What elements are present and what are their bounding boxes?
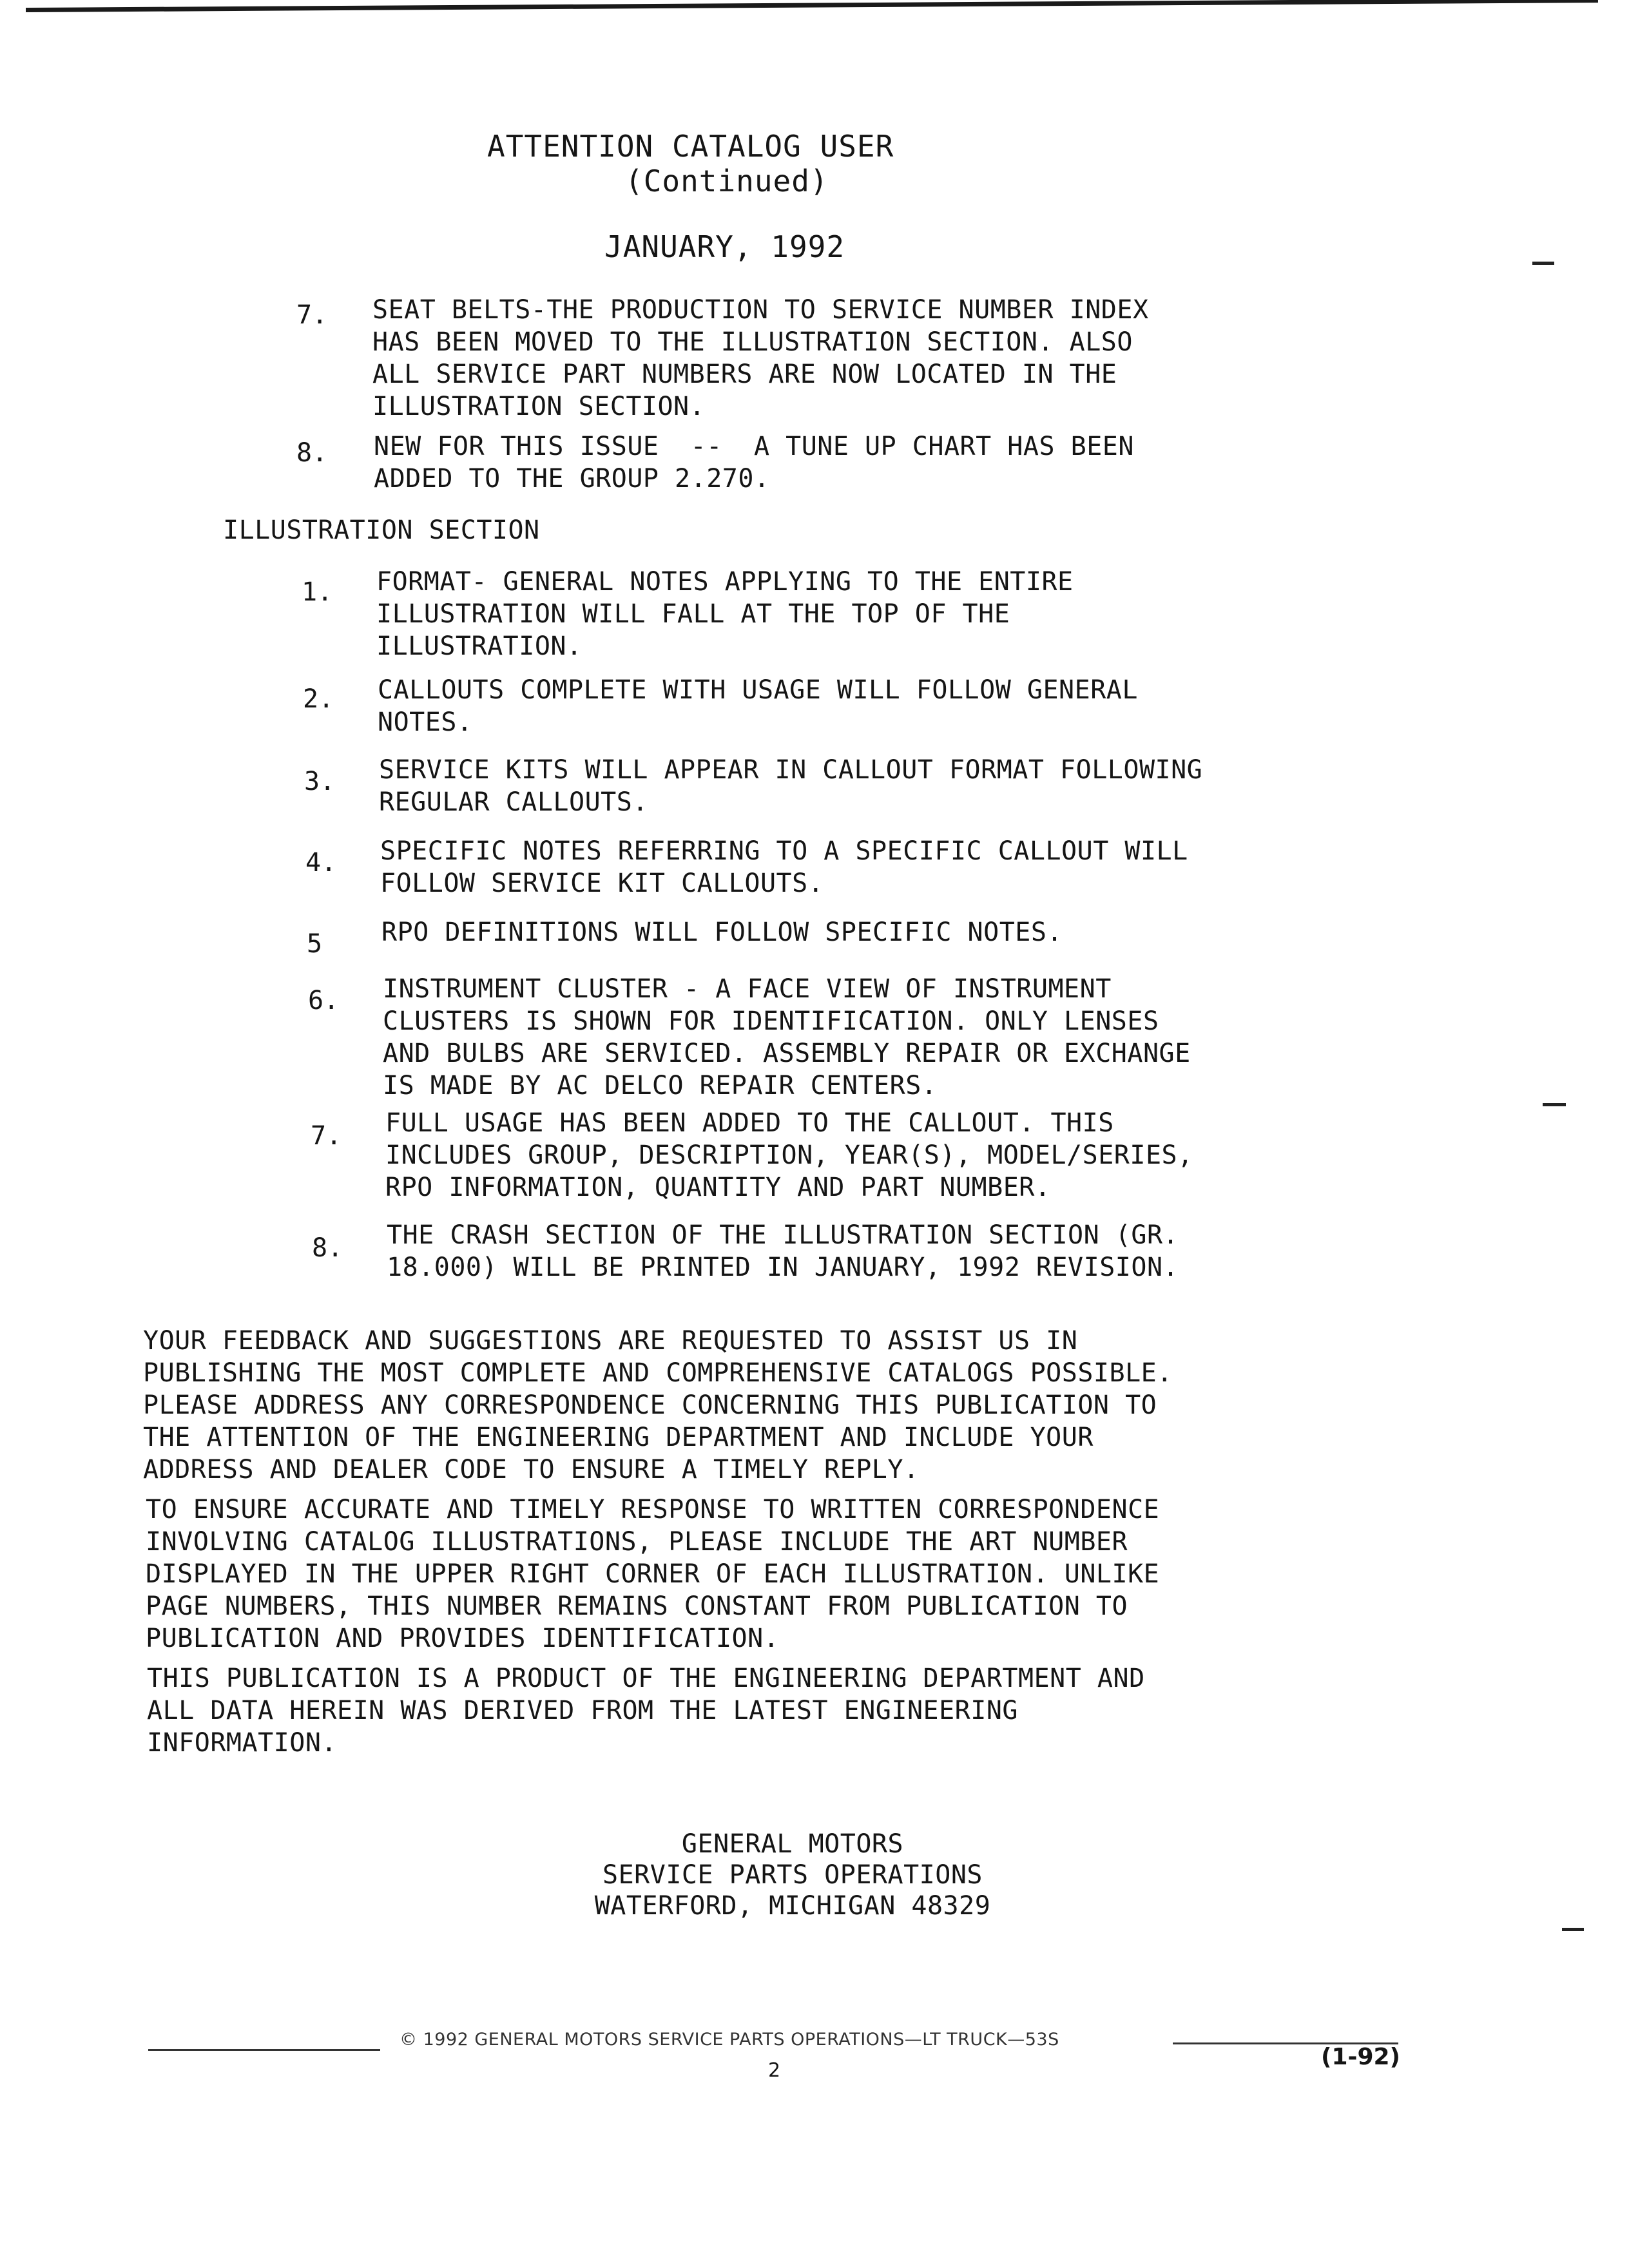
list-item-number: 2.: [303, 684, 334, 714]
list-item-number: 5: [307, 929, 323, 959]
list-item-text: SPECIFIC NOTES REFERRING TO A SPECIFIC CALLOUT WILL FOLLOW SERVICE KIT CALLOUTS.: [380, 836, 1188, 898]
list-item-number: 8.: [296, 438, 328, 468]
issue-date: JANUARY, 1992: [604, 229, 845, 264]
page-number: 2: [768, 2059, 781, 2082]
section-heading: ILLUSTRATION SECTION: [223, 515, 540, 545]
copyright-line: © 1992 GENERAL MOTORS SERVICE PARTS OPERATIONS—LT TRUCK—53S: [400, 2030, 1059, 2050]
margin-tick-mark: [1532, 262, 1554, 265]
list-item-text: INSTRUMENT CLUSTER - A FACE VIEW OF INSTRUMENT CLUSTERS IS SHOWN FOR IDENTIFICATION. ONLY LENSES AND BULBS ARE SERVICED. ASSEMBLY REPAIR OR EXCHANGE IS MADE BY AC DELCO REPAIR CENTERS.: [383, 974, 1191, 1100]
margin-tick-mark: [1543, 1103, 1566, 1106]
list-item-number: 3.: [304, 767, 336, 796]
list-item-number: 1.: [302, 577, 333, 607]
top-border-rule: [26, 0, 1598, 12]
feedback-paragraph: YOUR FEEDBACK AND SUGGESTIONS ARE REQUESTED TO ASSIST US IN PUBLISHING THE MOST COMPLETE AND COMPREHENSIVE CATALOGS POSSIBLE. PLEASE ADDRESS ANY CORRESPONDENCE CONCERNING THIS PUBLICATION TO THE ATTENTION OF THE ENGINEERING DEPARTMENT AND INCLUDE YOUR ADDRESS AND DEALER CODE TO ENSURE A TIMELY REPLY.: [143, 1326, 1173, 1485]
list-item-text: NEW FOR THIS ISSUE -- A TUNE UP CHART HAS BEEN ADDED TO THE GROUP 2.270.: [374, 432, 1134, 494]
list-item-text: FORMAT- GENERAL NOTES APPLYING TO THE ENTIRE ILLUSTRATION WILL FALL AT THE TOP OF THE ILLUSTRATION.: [376, 567, 1074, 661]
list-item-text: THE CRASH SECTION OF THE ILLUSTRATION SECTION (GR. 18.000) WILL BE PRINTED IN JANUARY, 1992 REVISION.: [387, 1220, 1179, 1282]
signature-block: GENERAL MOTORS SERVICE PARTS OPERATIONS WATERFORD, MICHIGAN 48329: [594, 1829, 991, 1921]
list-item-number: 4.: [305, 848, 337, 878]
list-item-text: SEAT BELTS-THE PRODUCTION TO SERVICE NUMBER INDEX HAS BEEN MOVED TO THE ILLUSTRATION SECTION. ALSO ALL SERVICE PART NUMBERS ARE NOW LOCATED IN THE ILLUSTRATION SECTION.: [372, 295, 1149, 421]
revision-code: (1-92): [1321, 2044, 1400, 2070]
page-subtitle: (Continued): [625, 164, 829, 198]
list-item-number: 7.: [311, 1121, 342, 1151]
list-item-text: FULL USAGE HAS BEEN ADDED TO THE CALLOUT. THIS INCLUDES GROUP, DESCRIPTION, YEAR(S), MODEL/SERIES, RPO INFORMATION, QUANTITY AND PART NUMBER.: [385, 1108, 1193, 1202]
list-item-text: SERVICE KITS WILL APPEAR IN CALLOUT FORMAT FOLLOWING REGULAR CALLOUTS.: [379, 755, 1203, 817]
list-item-number: 7.: [296, 300, 328, 330]
list-item-text: CALLOUTS COMPLETE WITH USAGE WILL FOLLOW GENERAL NOTES.: [378, 675, 1138, 737]
list-item-number: 6.: [308, 986, 340, 1015]
art-number-paragraph: TO ENSURE ACCURATE AND TIMELY RESPONSE TO WRITTEN CORRESPONDENCE INVOLVING CATALOG ILLUSTRATIONS, PLEASE INCLUDE THE ART NUMBER DISPLAYED IN THE UPPER RIGHT CORNER OF EACH ILLUSTRATION. UNLIKE PAGE NUMBERS, THIS NUMBER REMAINS CONSTANT FROM PUBLICATION TO PUBLICATION AND PROVIDES IDENTIFICATION.: [146, 1495, 1160, 1653]
list-item-number: 8.: [312, 1233, 343, 1263]
margin-tick-mark: [1562, 1928, 1584, 1931]
footer-rule-left: [148, 2049, 380, 2051]
list-item-text: RPO DEFINITIONS WILL FOLLOW SPECIFIC NOTES.: [381, 918, 1063, 947]
page-title: ATTENTION CATALOG USER: [487, 129, 894, 164]
engineering-paragraph: THIS PUBLICATION IS A PRODUCT OF THE ENGINEERING DEPARTMENT AND ALL DATA HEREIN WAS DERIVED FROM THE LATEST ENGINEERING INFORMATION.: [147, 1664, 1145, 1758]
